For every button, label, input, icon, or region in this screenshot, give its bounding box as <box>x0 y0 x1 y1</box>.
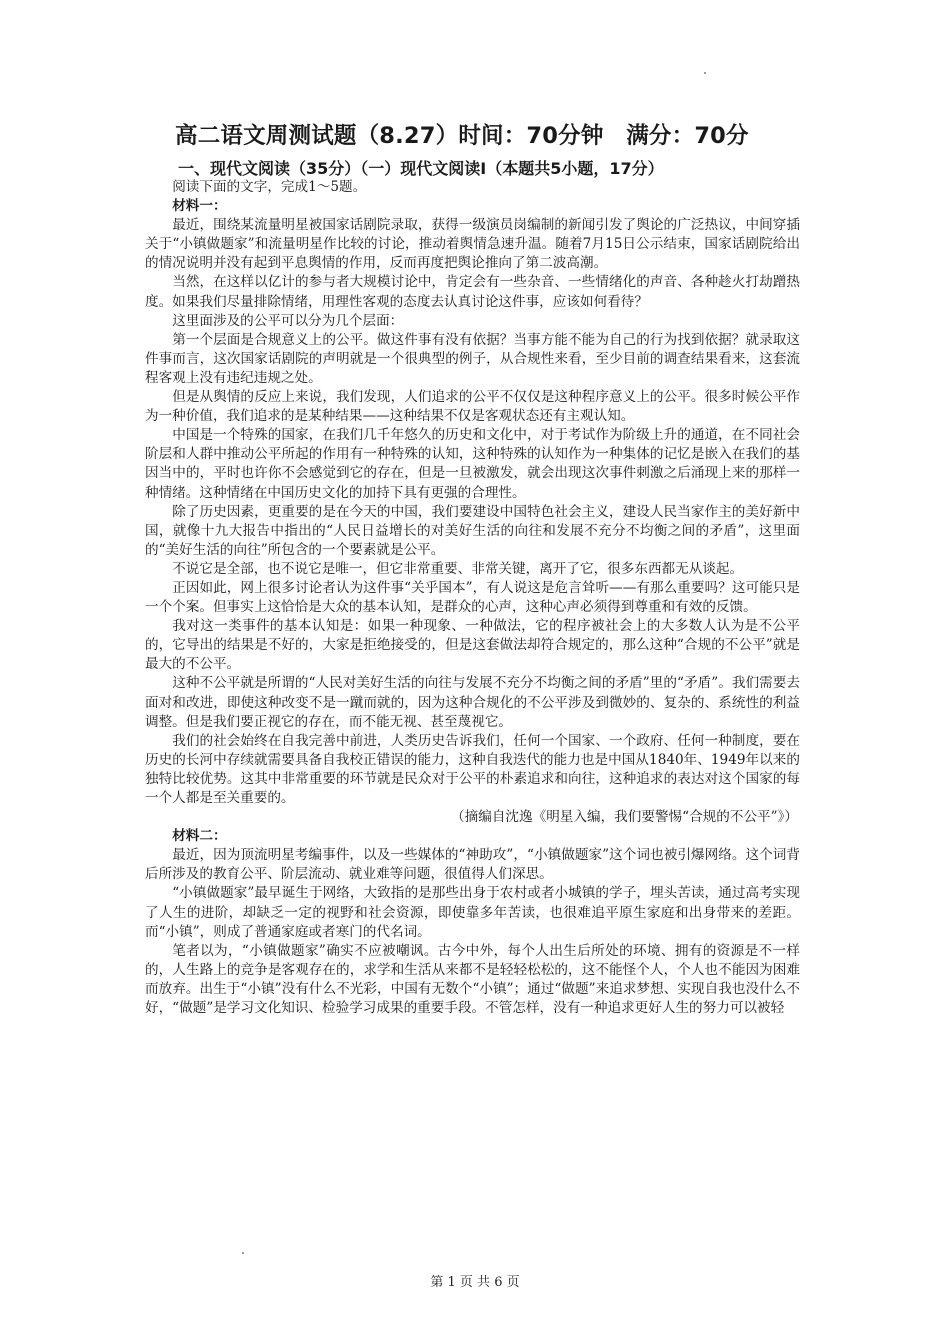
instruction-text: 阅读下面的文字，完成1～5题。 <box>172 179 367 195</box>
material-two-label: 材料二： <box>172 828 227 845</box>
paragraph: 笔者以为，“小镇做题家”确实不应被嘲讽。古今中外，每个人出生后所处的环境、拥有的资源是不一样的，人生路上的竞争是客观存在的，求学和生活从来都不是轻轻松松的，这不能怪个人，个人也不能因为困难而放弃。出生于“小镇”没有什么不光彩，中国有无数个“小镇”；通过“做题”来追求梦想、实现自我也没什么不好，“做题”是学习文化知识、检验学习成果的重要手段。不管怎样，没有一种追求更好人生的努力可以被轻 <box>145 942 800 1017</box>
page-number-footer: 第 1 页 共 6 页 <box>430 1275 520 1290</box>
paragraph: 最近，围绕某流量明星被国家话剧院录取，获得一级演员岗编制的新闻引发了舆论的广泛热议，中间穿插关于“小镇做题家”和流量明星作比较的讨论，推动着舆情急速升温。随着7月15日公示结束，国家话剧院给出的情况说明并没有起到平息舆情的作用，反而再度把舆论推向了第二波高潮。 <box>145 217 800 272</box>
paragraph: 最近，因为顶流明星考编事件，以及一些媒体的“神助攻”，“小镇做题家”这个词也被引爆网络。这个词背后所涉及的教育公平、阶层流动、就业难等问题，很值得人们深思。 <box>145 847 800 883</box>
scan-dot <box>242 1252 244 1254</box>
paragraph: 我们的社会始终在自我完善中前进，人类历史告诉我们，任何一个国家、一个政府、任何一种制度，要在历史的长河中存续就需要具备自我校正错误的能力，这种自我迭代的能力也是中国从1840年、1949年以来的独特比较优势。这其中非常重要的环节就是民众对于公平的朴素追求和向往，这种追求的表达对这个国家的每一个人都是至关重要的。 <box>145 732 800 806</box>
material-one-label: 材料一： <box>172 198 227 215</box>
section-heading: 一、现代文阅读（35分）（一）现代文阅读Ⅰ（本题共5小题，17分） <box>178 159 664 178</box>
paragraph: 但是从舆情的反应上来说，我们发现，人们追求的公平不仅仅是这种程序意义上的公平。很多时候公平作为一种价值，我们追求的是某种结果——这种结果不仅是客观状态还有主观认知。 <box>145 389 800 425</box>
page-title: 高二语文周测试题（8.27）时间：70分钟 满分：70分 <box>175 123 749 149</box>
paragraph: 这里面涉及的公平可以分为几个层面： <box>172 312 404 329</box>
reading-passage <box>145 178 800 1018</box>
scan-dot <box>704 72 706 74</box>
paragraph: 这种不公平就是所谓的“人民对美好生活的向往与发展不充分不均衡之间的矛盾”里的“矛盾”。我们需要去面对和改进，即使这种改变不是一蹴而就的，因为这种合规化的不公平涉及到微妙的、复杂的、系统性的利益调整。但是我们要正视它的存在，而不能无视、甚至蔑视它。 <box>145 675 800 730</box>
paragraph: 不说它是全部，也不说它是唯一，但它非常重要、非常关键，离开了它，很多东西都无从谈起。 <box>172 560 744 577</box>
paragraph: “小镇做题家”最早诞生于网络，大致指的是那些出身于农村或者小城镇的学子，埋头苦读，通过高考实现了人生的进阶，却缺乏一定的视野和社会资源，即使靠多年苦读，也很难追平原生家庭和出身带来的差距。而“小镇”，则成了普通家庭或者寒门的代名词。 <box>145 885 800 940</box>
paragraph: 当然，在这样以亿计的参与者大规模讨论中，肯定会有一些杂音、一些情绪化的声音、各种趁火打劫蹭热度。如果我们尽量排除情绪，用理性客观的态度去认真讨论这件事，应该如何看待？ <box>145 274 800 310</box>
paragraph: 第一个层面是合规意义上的公平。做这件事有没有依据？当事方能不能为自己的行为找到依据？就录取这件事而言，这次国家话剧院的声明就是一个很典型的例子，从合规性来看，至少目前的调查结果看来，这套流程客观上没有违纪违规之处。 <box>145 331 800 386</box>
paragraph: 正因如此，网上很多讨论者认为这件事“关乎国本”，有人说这是危言耸听——有那么重要吗？这可能只是一个个案。但事实上这恰恰是大众的基本认知，是群众的心声，这种心声必须得到尊重和有效的反馈。 <box>145 579 800 616</box>
paragraph: 我对这一类事件的基本认知是：如果一种现象、一种做法，它的程序被社会上的大多数人认为是不公平的，它导出的结果是不好的，大家是拒绝接受的，但是这套做法却符合规定的，那么这种“合规的不公平”就是最大的不公平。 <box>145 618 800 673</box>
source-citation: （摘编自沈逸《明星入编，我们要警惕“合规的不公平”》） <box>451 809 798 826</box>
paragraph: 中国是一个特殊的国家，在我们几千年悠久的历史和文化中，对于考试作为阶级上升的通道，在不同社会阶层和人群中推动公平所起的作用有一种特殊的认知，这种特殊的认知作为一种集体的记忆是嵌入在我们的基因当中的，平时也许你不会感觉到它的存在，但是一旦被激发，就会出现这次事件刺激之后涌现上来的那样一种情绪。这种情绪在中国历史文化的加持下具有更强的合理性。 <box>145 427 800 501</box>
paragraph: 除了历史因素，更重要的是在今天的中国，我们要建设中国特色社会主义，建设人民当家作主的美好新中国，就像十九大报告中指出的“人民日益增长的对美好生活的向往和发展不充分不均衡之间的矛盾”，这里面的“美好生活的向往”所包含的一个要素就是公平。 <box>145 503 800 558</box>
